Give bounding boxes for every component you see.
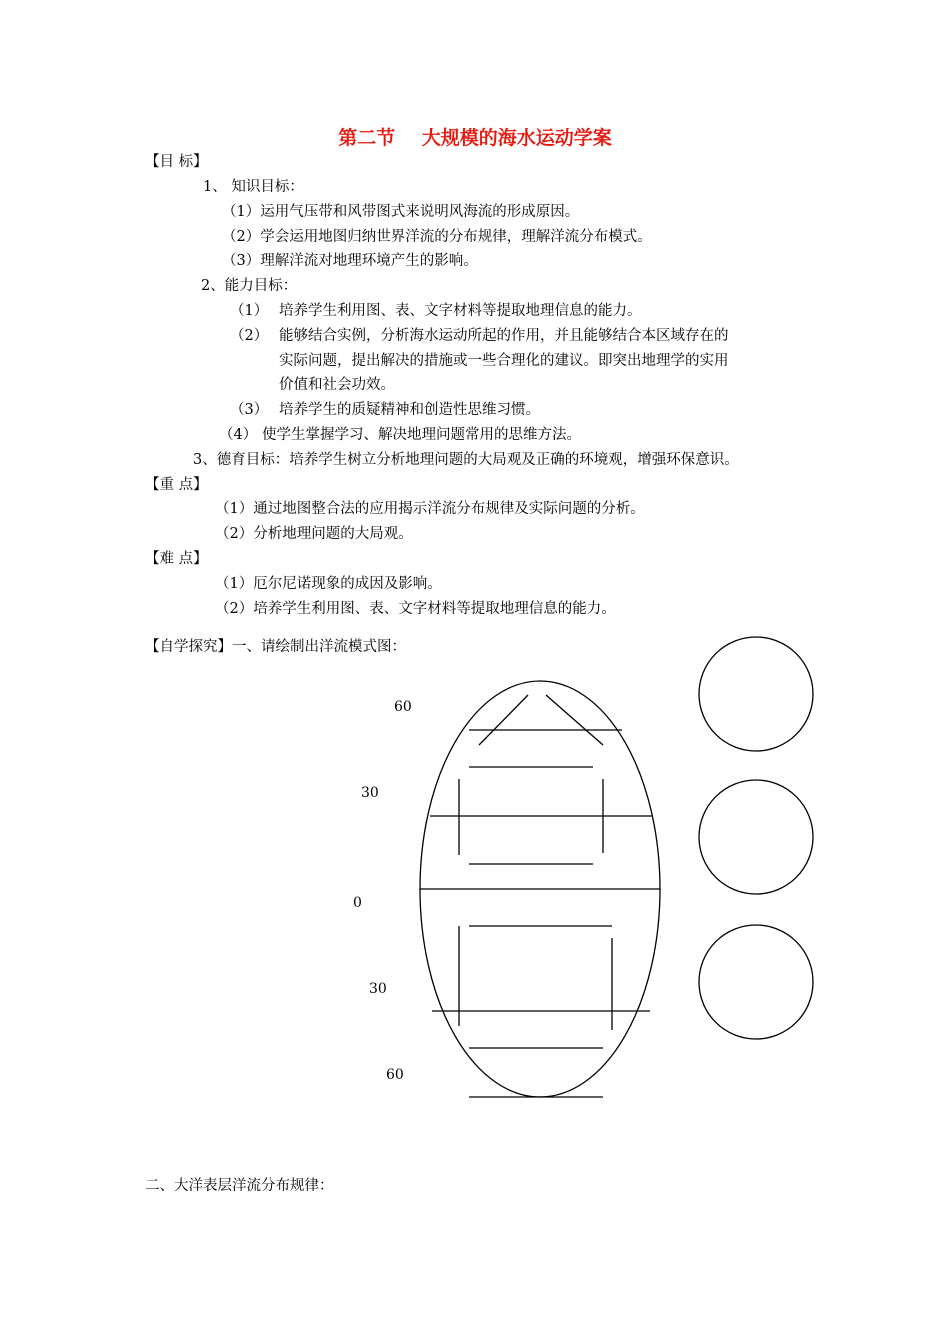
latitude-label-60n: 60 xyxy=(394,699,412,715)
self-study-prompt: 【自学探究】一、请绘制出洋流模式图： xyxy=(145,639,406,655)
knowledge-goal-1: （1）运用气压带和风带图式来说明风海流的形成原因。 xyxy=(222,204,580,220)
ability-goal-4-number: （4） xyxy=(219,427,258,443)
difficult-point-1: （1）厄尔尼诺现象的成因及影响。 xyxy=(215,576,442,592)
moral-goals: 3、德育目标：培养学生树立分析地理问题的大局观及正确的环境观，增强环保意识。 xyxy=(193,452,739,468)
ability-goal-1-number: （1） xyxy=(230,303,269,319)
ability-goal-2-line-2: 实际问题，提出解决的措施或一些合理化的建议。即突出地理学的实用 xyxy=(279,353,729,369)
latitude-label-30s: 30 xyxy=(369,981,387,997)
drawing-circle-2 xyxy=(699,780,813,894)
ability-goals-heading: 2、能力目标： xyxy=(201,278,298,294)
latitude-label-equator: 0 xyxy=(353,895,362,911)
key-point-2: （2）分析地理问题的大局观。 xyxy=(215,526,413,542)
ability-goal-4: 使学生掌握学习、解决地理问题常用的思维方法。 xyxy=(262,427,581,443)
knowledge-goal-2: （2）学会运用地图归纳世界洋流的分布规律，理解洋流分布模式。 xyxy=(222,229,652,245)
drawing-circle-1 xyxy=(699,637,813,751)
page-title: 第二节 大规模的海水运动学案 xyxy=(338,127,612,149)
ability-goal-3-number: （3） xyxy=(230,402,269,418)
ability-goal-2-line-1: 能够结合实例，分析海水运动所起的作用，并且能够结合本区域存在的 xyxy=(279,328,729,344)
latitude-label-30n: 30 xyxy=(361,785,379,801)
ability-goal-3: 培养学生的质疑精神和创造性思维习惯。 xyxy=(279,402,540,418)
key-points-heading: 【重 点】 xyxy=(145,477,208,493)
knowledge-goals-heading: 1、 知识目标： xyxy=(203,179,304,195)
ability-goal-2-line-3: 价值和社会功效。 xyxy=(279,377,395,393)
difficult-point-2: （2）培养学生利用图、表、文字材料等提取地理信息的能力。 xyxy=(215,601,616,617)
latitude-label-60s: 60 xyxy=(386,1067,404,1083)
ability-goal-2-number: （2） xyxy=(230,328,269,344)
ability-goal-1: 培养学生利用图、表、文字材料等提取地理信息的能力。 xyxy=(279,303,642,319)
goals-heading: 【目 标】 xyxy=(145,154,208,170)
section-2-heading: 二、大洋表层洋流分布规律： xyxy=(145,1178,334,1194)
difficult-points-heading: 【难 点】 xyxy=(145,551,208,567)
key-point-1: （1）通过地图整合法的应用揭示洋流分布规律及实际问题的分析。 xyxy=(215,501,645,517)
knowledge-goal-3: （3）理解洋流对地理环境产生的影响。 xyxy=(222,253,478,269)
polar-current-line-right xyxy=(546,695,603,745)
drawing-circle-3 xyxy=(699,925,813,1039)
